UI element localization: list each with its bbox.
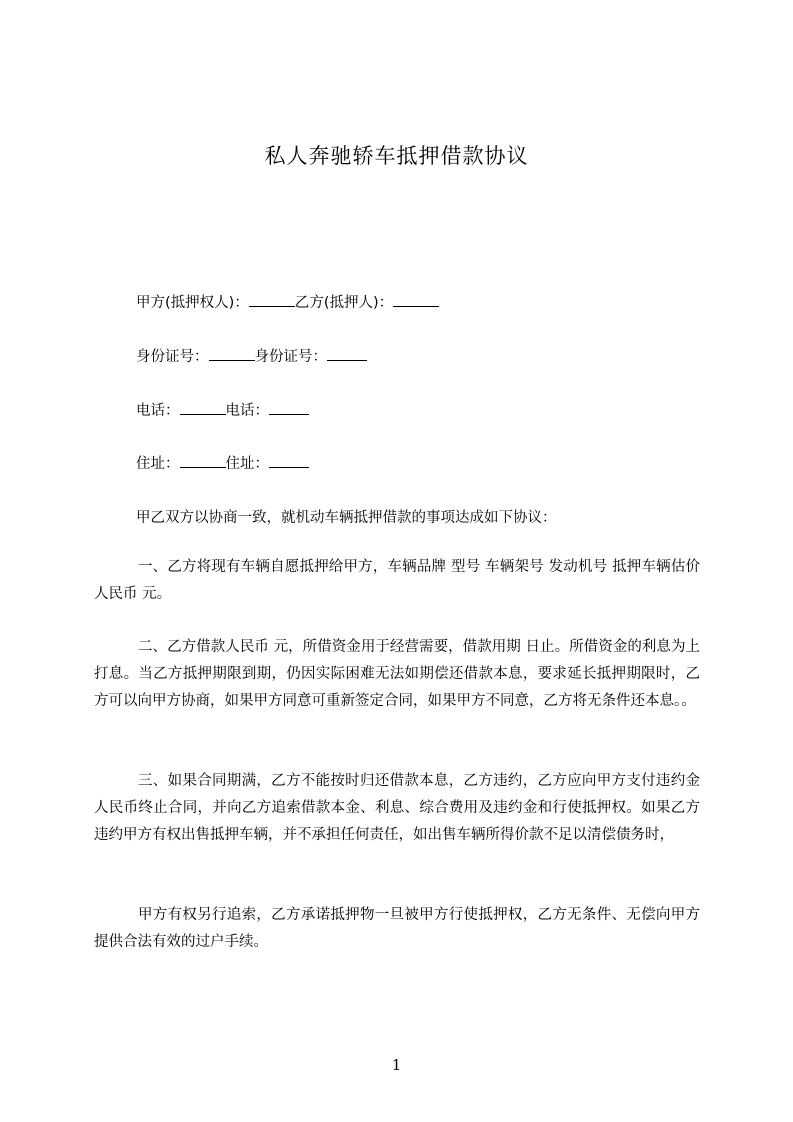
address-a-label: 住址： [136,456,180,472]
page-number: 1 [391,1056,402,1074]
clause-4: 甲方有权另行追索，乙方承诺抵押物一旦被甲方行使抵押权，乙方无条件、无偿向甲方提供合法有效的过户手续。 [94,907,700,950]
id-b-blank [327,347,367,361]
party-b-label: 乙方(抵押人)： [294,295,394,311]
phone-line [136,399,309,420]
intro-text: 甲乙双方以协商一致，就机动车辆抵押借款的事项达成如下协议： [136,510,557,526]
clause-3: 三、如果合同期满，乙方不能按时归还借款本息，乙方违约，乙方应向甲方支付违约金人民币终止合同，并向乙方追索借款本金、利息、综合费用及违约金和行使抵押权。如果乙方违约甲方有权出售抵押车辆，并不承担任何责任，如出售车辆所得价款不足以清偿债务时， [94,773,700,843]
address-b-label: 住址： [225,456,269,472]
phone-b-blank [269,401,309,415]
clause-1: 一、乙方将现有车辆自愿抵押给甲方，车辆品牌 型号 车辆架号 发动机号 抵押车辆估价人民币 元。 [94,559,700,602]
party-b-blank [393,293,439,307]
clause-2: 二、乙方借款人民币 元，所借资金用于经营需要，借款用期 日止。所借资金的利息为上打息。当乙方抵押期限到期，仍因实际困难无法如期偿还借款本息，要求延长抵押期限时，乙方可以向甲方协商，如果甲方同意可重新签定合同，如果甲方不同意，乙方将无条件还本息。。 [94,639,700,709]
phone-a-label: 电话： [136,403,180,419]
party-a-label: 甲方(抵押权人)： [136,295,249,311]
party-line [136,291,439,312]
phone-b-label: 电话： [225,403,269,419]
address-a-blank [180,454,226,468]
address-line [136,452,309,473]
id-a-blank [209,347,255,361]
phone-a-blank [180,401,226,415]
document-title: 私人奔驰轿车抵押借款协议 [264,144,529,168]
id-a-label: 身份证号： [136,349,209,365]
id-line [136,345,367,366]
address-b-blank [269,454,309,468]
id-b-label: 身份证号： [254,349,327,365]
party-a-blank [249,293,295,307]
